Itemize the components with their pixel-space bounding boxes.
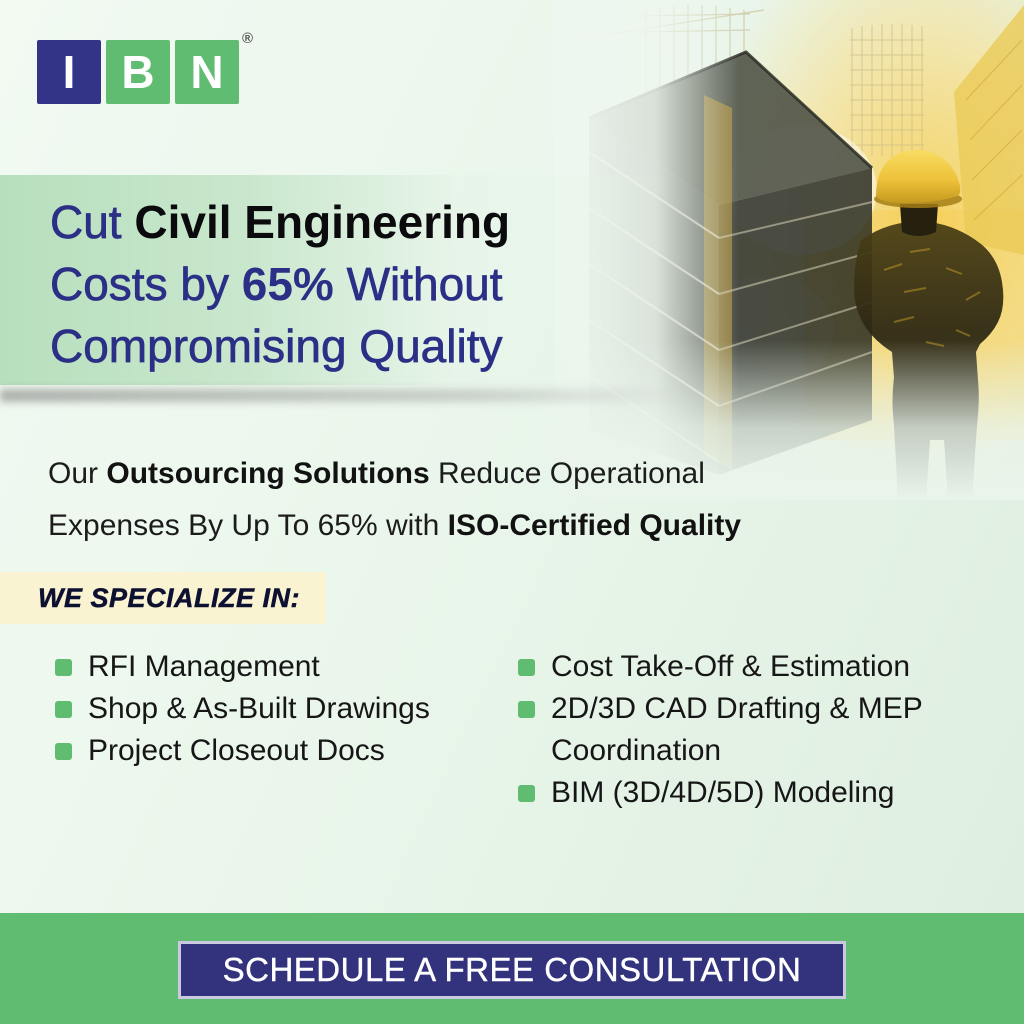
headline-segment: Compromising Quality [50, 320, 503, 372]
list-item [55, 688, 505, 730]
intro-segment: Expenses By Up To 65% with [48, 509, 448, 542]
headline-line-3 [50, 315, 700, 377]
intro-segment-bold: Outsourcing Solutions [106, 457, 430, 490]
logo-letter: B [121, 46, 155, 98]
list-item [55, 730, 505, 772]
list-item [518, 646, 970, 688]
service-label: Shop & As-Built Drawings [88, 692, 430, 725]
bullet-square-icon [518, 659, 535, 676]
ibn-logo [37, 30, 253, 104]
logo-letter: N [190, 46, 224, 98]
headline-segment: 65% [241, 258, 334, 310]
bullet-square-icon [55, 701, 72, 718]
services-list-right [518, 646, 970, 814]
bottom-green-band [0, 913, 1024, 1024]
schedule-consultation-button[interactable]: SCHEDULE A FREE CONSULTATION [178, 941, 846, 999]
logo-letter: I [62, 46, 76, 98]
headline-line-1 [50, 191, 700, 253]
list-item [518, 772, 970, 814]
service-label: Cost Take-Off & Estimation [551, 650, 911, 683]
intro-paragraph [48, 448, 828, 552]
service-label: RFI Management [88, 650, 320, 683]
headline-segment: Cut [50, 196, 135, 248]
bullet-square-icon [518, 701, 535, 718]
bullet-square-icon [518, 785, 535, 802]
headline-panel [0, 175, 700, 385]
list-item [55, 646, 505, 688]
headline-line-2 [50, 253, 700, 315]
logo-tile-i [37, 40, 101, 104]
list-item [518, 688, 970, 772]
bullet-square-icon [55, 659, 72, 676]
logo-tile-b [106, 40, 170, 104]
intro-segment: Our [48, 457, 107, 490]
headline-segment: Costs by [50, 258, 242, 310]
headline-segment: Civil Engineering [134, 196, 511, 248]
specialize-label: WE SPECIALIZE IN: [38, 582, 301, 613]
intro-segment-bold: ISO-Certified Quality [447, 509, 742, 542]
service-label: 2D/3D CAD Drafting & MEP Coordination [551, 692, 923, 767]
intro-line-1 [48, 448, 828, 500]
intro-segment: Reduce Operational [429, 457, 705, 490]
headline-segment: Without [333, 258, 503, 310]
intro-line-2 [48, 500, 828, 552]
specialize-highlight-bar [0, 572, 326, 624]
logo-tile-n [175, 30, 253, 104]
service-label: BIM (3D/4D/5D) Modeling [551, 776, 895, 809]
registered-trademark-icon: ® [241, 30, 253, 47]
service-label: Project Closeout Docs [88, 734, 385, 767]
services-list-left [55, 646, 505, 772]
bullet-square-icon [55, 743, 72, 760]
